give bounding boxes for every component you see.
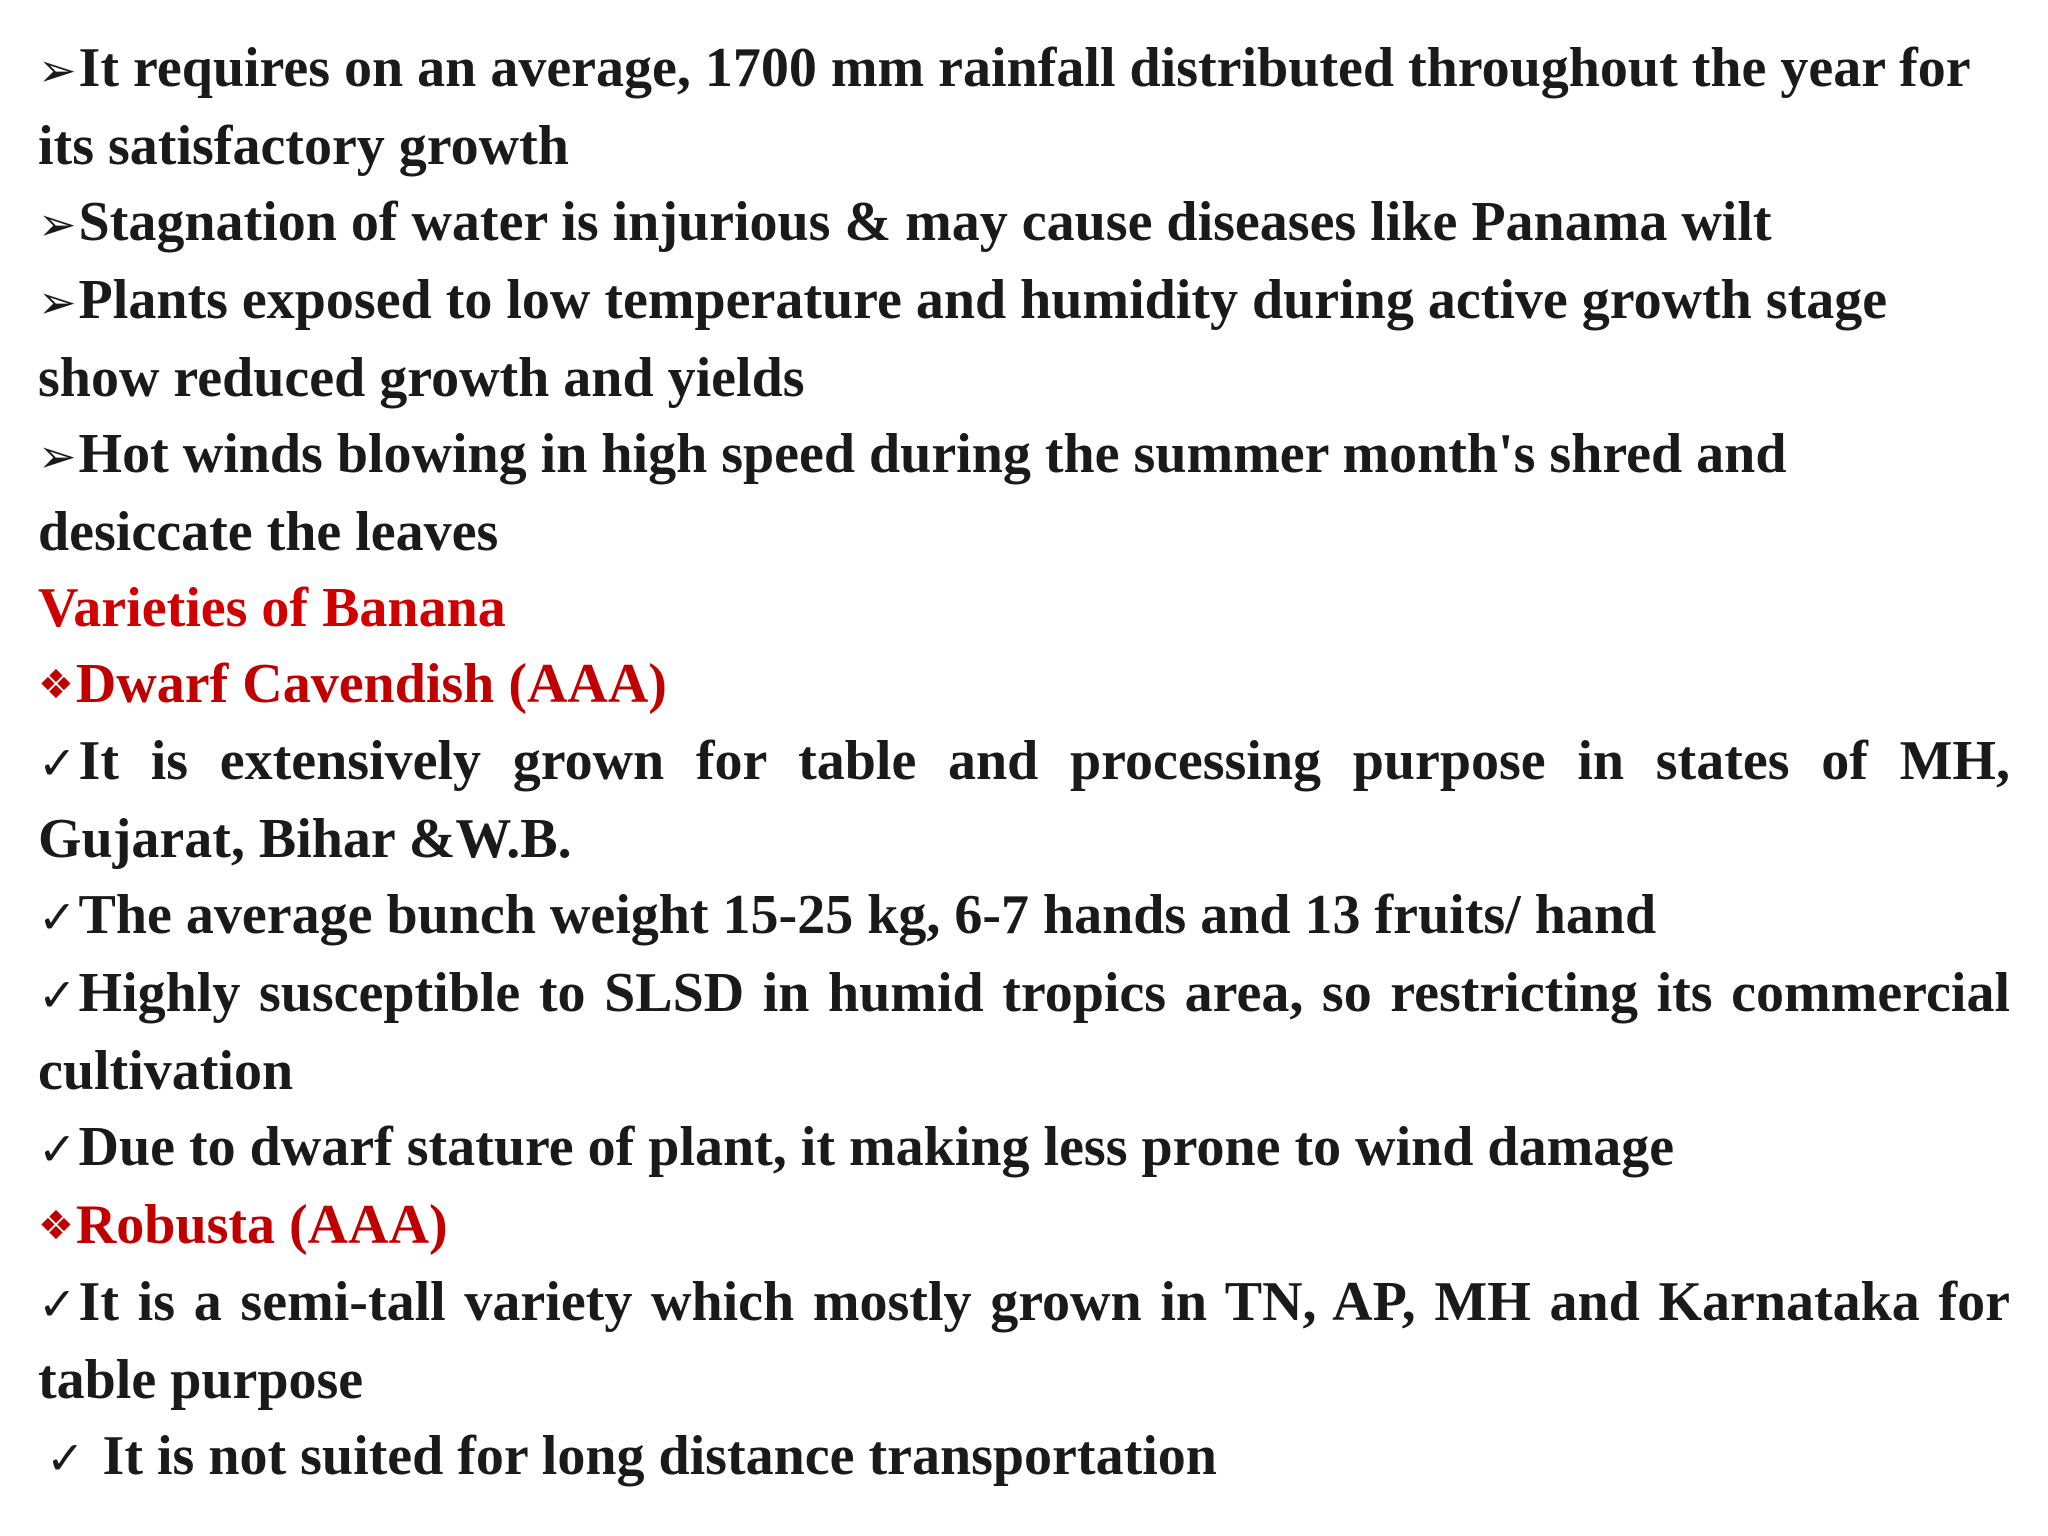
bullet-rainfall: [38, 30, 2010, 184]
arrow-bullet-icon: ➢: [38, 197, 77, 251]
bullet-temperature: [38, 262, 2010, 416]
point-text: Highly susceptible to SLSD in humid tropics area, so restricting its commercial cultivation: [38, 962, 2010, 1102]
point-bunch-weight: [38, 877, 2010, 955]
bullet-text: Stagnation of water is injurious & may cause diseases like Panama wilt: [78, 191, 1772, 253]
point-extensively-grown: [38, 723, 2010, 877]
check-bullet-icon: ✓: [38, 890, 77, 944]
diamond-bullet-icon: ❖: [38, 662, 74, 708]
section-heading: Varieties of Banana: [38, 577, 506, 639]
point-text: It is extensively grown for table and processing purpose in states of MH, Gujarat, Bihar &W.B.: [38, 730, 2010, 870]
point-slsd-susceptible: [38, 955, 2010, 1109]
bullet-text: Hot winds blowing in high speed during the summer month's shred and desiccate the leaves: [38, 423, 1787, 563]
point-text: It is a semi-tall variety which mostly grown in TN, AP, MH and Karnataka for table purpose: [38, 1271, 2010, 1411]
check-bullet-icon: ✓: [38, 1277, 77, 1331]
point-text: Due to dwarf stature of plant, it making less prone to wind damage: [78, 1116, 1675, 1178]
point-transportation: [38, 1418, 2010, 1496]
arrow-bullet-icon: ➢: [38, 275, 77, 329]
bullet-text: It requires on an average, 1700 mm rainfall distributed throughout the year for its satisfactory growth: [38, 37, 1970, 177]
variety-heading-dwarf-cavendish: [38, 646, 2010, 723]
slide-content: [38, 30, 2010, 1496]
bullet-hot-winds: [38, 416, 2010, 570]
check-bullet-icon: ✓: [38, 1122, 77, 1176]
check-bullet-icon: ✓: [46, 1431, 85, 1485]
check-bullet-icon: ✓: [38, 968, 77, 1022]
point-text: The average bunch weight 15-25 kg, 6-7 hands and 13 fruits/ hand: [78, 884, 1657, 946]
variety-name: Dwarf Cavendish (AAA): [75, 653, 667, 715]
variety-heading-robusta: [38, 1187, 2010, 1264]
bullet-stagnation: [38, 184, 2010, 262]
arrow-bullet-icon: ➢: [38, 429, 77, 483]
point-text: It is not suited for long distance transportation: [102, 1425, 1217, 1487]
variety-name: Robusta (AAA): [75, 1194, 448, 1256]
bullet-text: Plants exposed to low temperature and humidity during active growth stage show reduced growth and yields: [38, 269, 1888, 409]
diamond-bullet-icon: ❖: [38, 1203, 74, 1249]
point-semi-tall: [38, 1264, 2010, 1418]
point-dwarf-stature: [38, 1109, 2010, 1187]
arrow-bullet-icon: ➢: [38, 43, 77, 97]
check-bullet-icon: ✓: [38, 736, 77, 790]
